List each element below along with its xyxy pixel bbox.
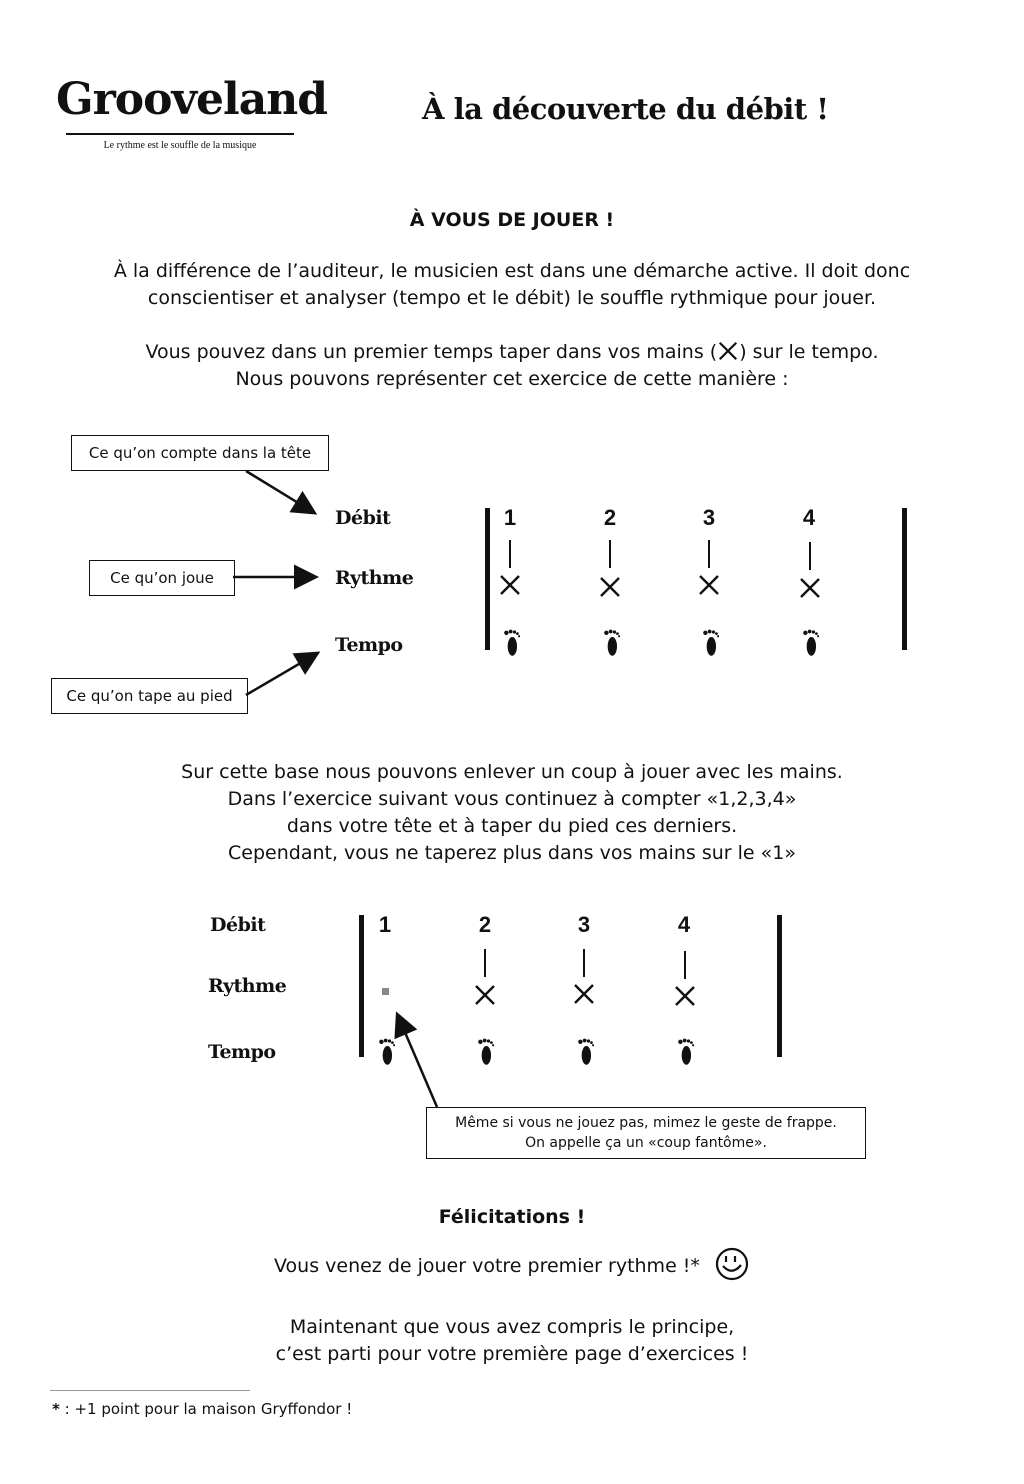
stem [484,949,486,977]
foot-icon [802,628,819,658]
foot-icon [702,628,719,658]
count-number: 1 [378,912,392,937]
footnote-text: : +1 point pour la maison Gryffondor ! [64,1400,353,1418]
ghost-note-box [426,1107,866,1159]
outro-line-3: c’est parti pour votre première page d’exercices ! [275,1343,749,1365]
label-tempo-2: Tempo [208,1041,276,1063]
label-rythme-1: Rythme [335,567,414,589]
outro-line-1 [0,1246,1024,1282]
count-number: 2 [603,505,617,530]
bar-line-start-2 [359,915,364,1057]
foot-icon [503,628,520,658]
arrow-foot-to-tempo [246,654,316,695]
note-head-box: Ce qu’on compte dans la tête [71,435,329,471]
middle-line-1: Sur cette base nous pouvons enlever un coup à jouer avec les mains. [181,761,843,783]
foot-icon [603,628,620,658]
clap-cross-icon [798,576,822,600]
middle-line-3: dans votre tête et à taper du pied ces derniers. [286,815,738,837]
stem [684,951,686,979]
ghost-note-line-2: On appelle ça un «coup fantôme». [525,1135,767,1151]
intro-line-3-start: Vous pouvez dans un premier temps taper dans vos mains ( [145,341,718,363]
logo-tagline: Le rythme est le souffle de la musique [103,140,257,151]
stem [708,540,710,568]
footnote [52,1400,352,1418]
intro-line-1: À la différence de l’auditeur, le musicien est dans une démarche active. Il doit donc [113,260,911,282]
arrow-ghost-note [398,1016,437,1107]
count-number: 2 [478,912,492,937]
middle-line-4: Cependant, vous ne taperez plus dans vos mains sur le «1» [228,842,796,864]
footnote-marker: * [52,1400,60,1418]
stem [583,949,585,977]
ghost-note-line-1: Même si vous ne jouez pas, mimez le geste de frappe. [455,1115,837,1131]
stem [509,540,511,568]
count-number: 3 [577,912,591,937]
congrats-heading: Félicitations ! [438,1206,586,1228]
foot-icon [677,1037,694,1067]
outro-line-2: Maintenant que vous avez compris le principe, [289,1316,735,1338]
count-number: 4 [677,912,691,937]
bar-line-end-2 [777,915,782,1057]
note-play-box: Ce qu’on joue [89,560,235,596]
smiley-icon [714,1246,750,1282]
label-debit-1: Débit [335,507,391,529]
arrow-head-to-debit [246,471,313,512]
label-tempo-1: Tempo [335,634,403,656]
foot-icon [378,1037,395,1067]
foot-icon [477,1037,494,1067]
count-number: 3 [702,505,716,530]
clap-cross-icon [473,983,497,1007]
intro-line-3-end: ) sur le tempo. [739,341,879,363]
clap-cross-icon [697,573,721,597]
ghost-note-dot [382,988,389,995]
clap-cross-icon [673,984,697,1008]
section-heading: À VOUS DE JOUER ! [409,209,615,231]
intro-line-2: conscientiser et analyser (tempo et le débit) le souffle rythmique pour jouer. [147,287,877,309]
logo: Grooveland [56,74,327,125]
foot-icon [577,1037,594,1067]
count-number: 1 [503,505,517,530]
page-title: À la découverte du débit ! [422,92,829,126]
count-number: 4 [802,505,816,530]
bar-line-end-1 [902,508,907,650]
clap-cross-icon [498,573,522,597]
clap-cross-icon [598,575,622,599]
outro-line-1-text: Vous venez de jouer votre premier rythme !* [274,1255,700,1277]
clap-cross-icon [572,982,596,1006]
note-foot-box: Ce qu’on tape au pied [51,678,248,714]
stem [609,540,611,568]
label-debit-2: Débit [210,914,266,936]
middle-line-2: Dans l’exercice suivant vous continuez à compter «1,2,3,4» [227,788,797,810]
stem [809,542,811,570]
label-rythme-2: Rythme [208,975,287,997]
footnote-divider [50,1390,250,1391]
intro-line-4: Nous pouvons représenter cet exercice de cette manière : [235,368,789,390]
